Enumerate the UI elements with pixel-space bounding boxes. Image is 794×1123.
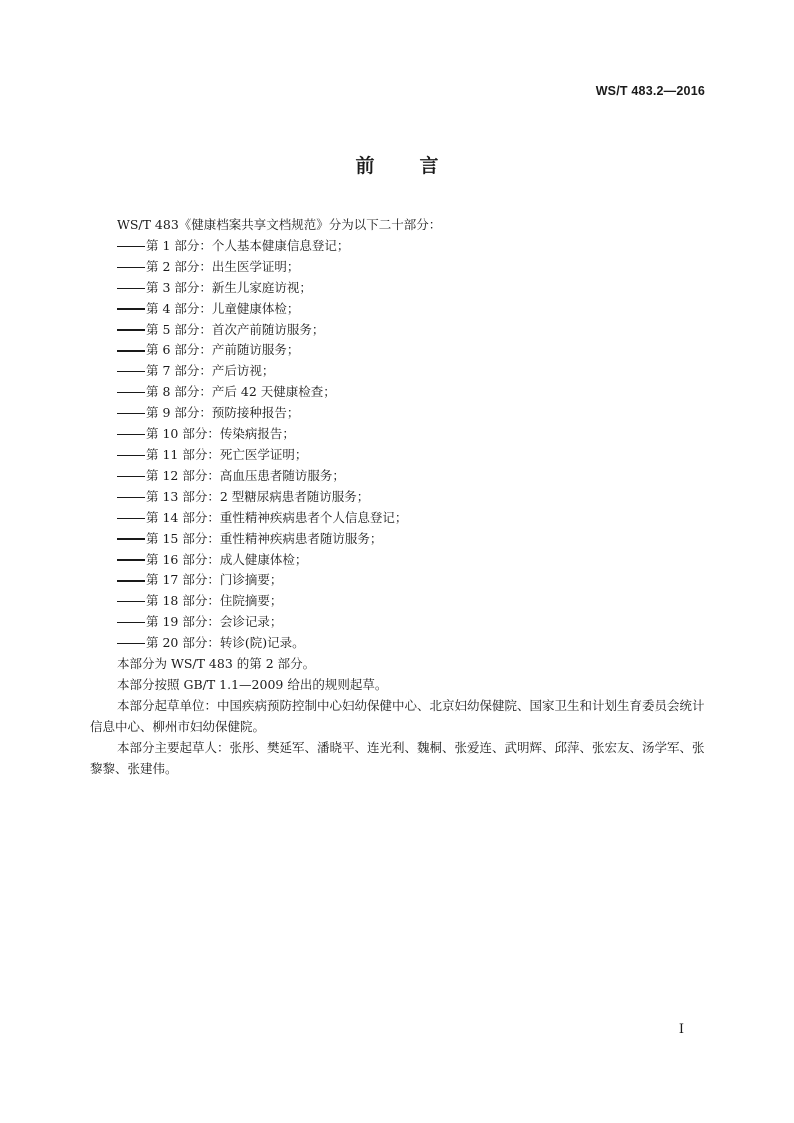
list-item: 第 20 部分：转诊(院)记录。 xyxy=(90,633,712,654)
list-item: 第 1 部分：个人基本健康信息登记； xyxy=(90,236,712,257)
dash-mark xyxy=(117,434,145,435)
list-item: 第 8 部分：产后 42 天健康检查； xyxy=(90,382,712,403)
list-item: 第 19 部分：会诊记录； xyxy=(90,612,712,633)
dash-mark xyxy=(117,392,145,393)
dash-mark xyxy=(117,246,145,247)
list-item: 第 4 部分：儿童健康体检； xyxy=(90,299,712,320)
dash-mark xyxy=(117,622,145,623)
list-item: 第 17 部分：门诊摘要； xyxy=(90,570,712,591)
drafters-paragraph: 本部分主要起草人：张彤、樊延军、潘晓平、连光利、魏桐、张爱连、武明辉、邱萍、张宏友、汤学军、张黎黎、张建伟。 xyxy=(90,739,705,776)
list-item: 第 3 部分：新生儿家庭访视； xyxy=(90,278,712,299)
list-item: 第 6 部分：产前随访服务； xyxy=(90,340,712,361)
list-item: 第 2 部分：出生医学证明； xyxy=(90,257,712,278)
dash-mark xyxy=(117,308,145,309)
drafting-units-paragraph: 本部分起草单位：中国疾病预防控制中心妇幼保健中心、北京妇幼保健院、国家卫生和计划生育委员会统计信息中心、柳州市妇幼保健院。 xyxy=(90,697,705,734)
list-item: 第 15 部分：重性精神疾病患者随访服务； xyxy=(90,529,712,550)
dash-mark xyxy=(117,538,145,539)
drafting-rules-paragraph: 本部分按照 GB/T 1.1—2009 给出的规则起草。 xyxy=(117,676,388,692)
list-item: 第 7 部分：产后访视； xyxy=(90,361,712,382)
standard-code: WS/T 483.2—2016 xyxy=(595,84,705,98)
dash-mark xyxy=(117,497,145,498)
list-item: 第 13 部分：2 型糖尿病患者随访服务； xyxy=(90,487,712,508)
dash-mark xyxy=(117,518,145,519)
intro-paragraph: WS/T 483《健康档案共享文档规范》分为以下二十部分： xyxy=(117,217,442,232)
dash-mark xyxy=(117,580,145,581)
foreword-content xyxy=(90,215,712,779)
list-item: 第 12 部分：高血压患者随访服务； xyxy=(90,466,712,487)
list-item: 第 5 部分：首次产前随访服务； xyxy=(90,320,712,341)
this-part-paragraph: 本部分为 WS/T 483 的第 2 部分。 xyxy=(117,656,316,672)
dash-mark xyxy=(117,413,145,414)
dash-mark xyxy=(117,267,145,268)
dash-mark xyxy=(117,288,145,289)
list-item: 第 16 部分：成人健康体检； xyxy=(90,550,712,571)
page-title: 前言 xyxy=(355,155,484,177)
page-number: I xyxy=(678,1022,684,1037)
list-item: 第 18 部分：住院摘要； xyxy=(90,591,712,612)
dash-mark xyxy=(117,559,145,560)
list-item: 第 10 部分：传染病报告； xyxy=(90,424,712,445)
dash-mark xyxy=(117,643,145,644)
list-item: 第 11 部分：死亡医学证明； xyxy=(90,445,712,466)
dash-mark xyxy=(117,350,145,351)
dash-mark xyxy=(117,329,145,330)
dash-mark xyxy=(117,476,145,477)
dash-mark xyxy=(117,371,145,372)
parts-list xyxy=(90,236,712,654)
list-item: 第 9 部分：预防接种报告； xyxy=(90,403,712,424)
list-item: 第 14 部分：重性精神疾病患者个人信息登记； xyxy=(90,508,712,529)
dash-mark xyxy=(117,601,145,602)
dash-mark xyxy=(117,455,145,456)
